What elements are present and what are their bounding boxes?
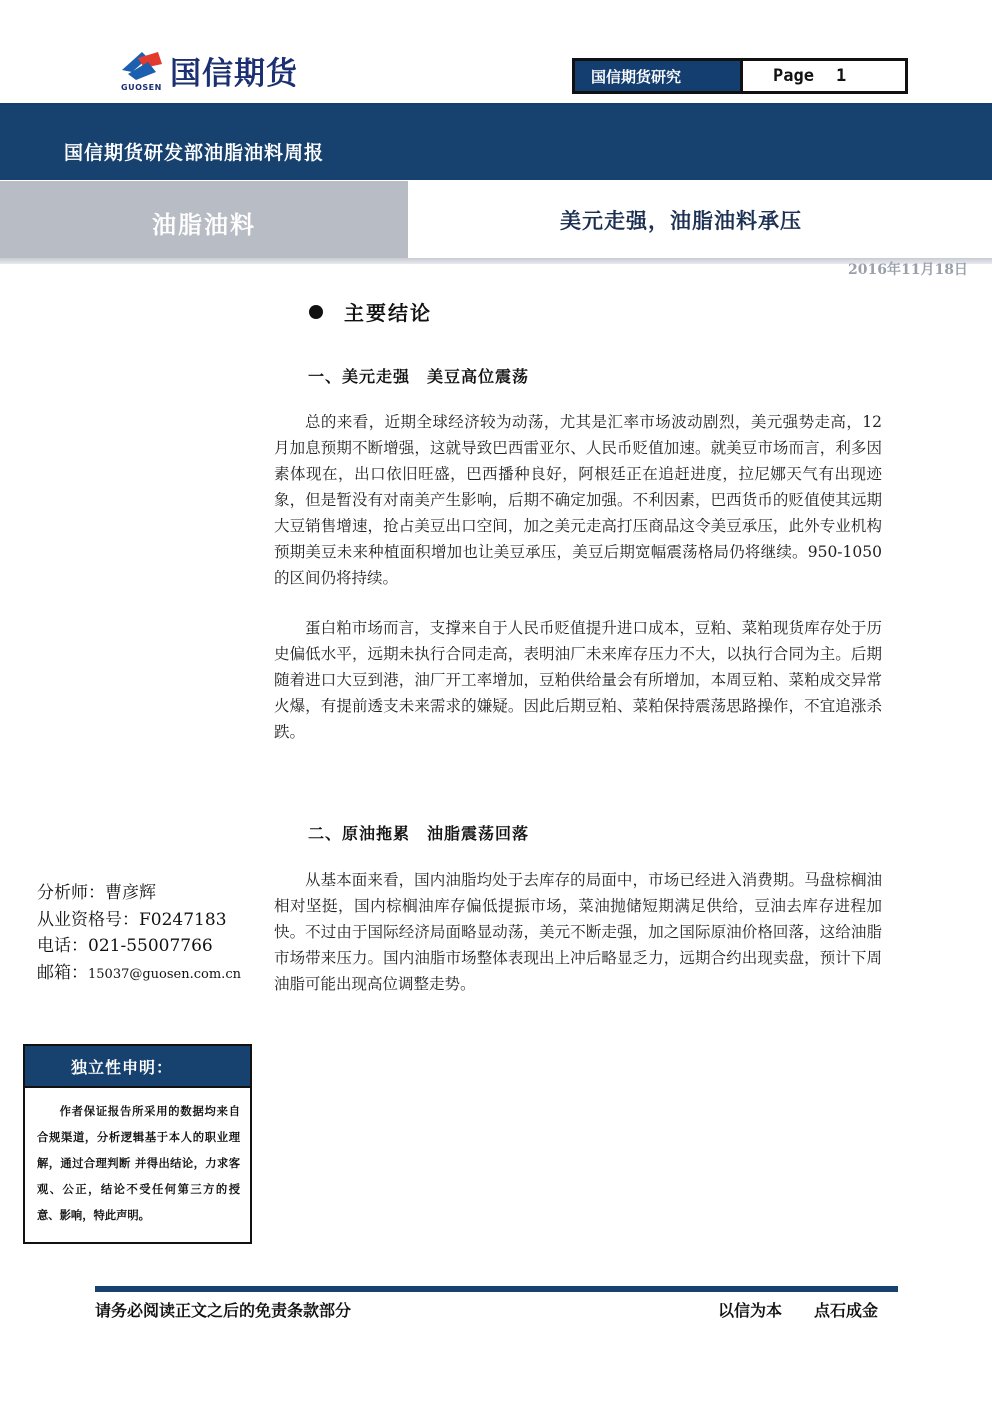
section-heading: 一、美元走强 美豆高位震荡 [308, 367, 530, 386]
brand-name: 国信期货 [170, 56, 298, 92]
guosen-logo-icon [118, 48, 166, 88]
analyst-cert-row [37, 907, 241, 934]
page-indicator [743, 61, 905, 91]
analyst-name: 曹彦辉 [105, 883, 156, 903]
analyst-phone: 021-55007766 [88, 936, 213, 956]
header-page-box [572, 58, 908, 94]
conclusion-heading: 主要结论 [344, 301, 432, 325]
section-heading: 二、原油拖累 油脂震荡回落 [308, 824, 530, 843]
page-number: 1 [835, 66, 847, 86]
analyst-cert-label: 从业资格号： [37, 909, 139, 930]
paragraph: 蛋白粕市场而言，支撑来自于人民币贬值提升进口成本，豆粕、菜粕现货库存处于历史偏低水平，远期未执行合同走高，表明油厂未来库存压力不大，以执行合同为主。后期随着进口大豆到港，油厂开工率增加，豆粕供给量会有所增加，本周豆粕、菜粕成交异常火爆，有提前透支未来需求的嫌疑。因此后期豆粕、菜粕保持震荡思路操作，不宜追涨杀跌。 [274, 619, 882, 741]
analyst-info [37, 880, 241, 988]
report-title: 国信期货研发部油脂油料周报 [64, 142, 325, 164]
independence-heading: 独立性申明： [25, 1046, 250, 1088]
analyst-email: 15037@guosen.com.cn [88, 966, 241, 982]
analyst-phone-row [37, 933, 241, 960]
bullet-icon [309, 305, 323, 319]
analyst-name-label: 分析师： [37, 883, 105, 903]
research-label: 国信期货研究 [575, 61, 743, 91]
paragraph: 从基本面来看，国内油脂均处于去库存的局面中，市场已经进入消费期。马盘棕榈油相对坚挺，国内棕榈油库存偏低提振市场，菜油抛储短期满足供给，豆油去库存进程加快。不过由于国际经济局面略显动荡，美元不断走强，加之国际原油价格回落，这给油脂市场带来压力。国内油脂市场整体表现出上冲后略显乏力，远期合约出现卖盘，预计下周油脂可能出现高位调整走势。 [274, 871, 882, 993]
analyst-email-row [37, 960, 241, 989]
independence-box [23, 1044, 252, 1244]
independence-text: 作者保证报告所采用的数据均来自合规渠道，分析逻辑基于本人的职业理解，通过合理判断 并得出结论，力求客观、公正，结论不受任何第三方的授意、影响，特此声明。 [37, 1104, 240, 1222]
report-date: 2016年11月18日 [848, 262, 968, 278]
analyst-email-label: 邮箱： [37, 962, 88, 983]
category-title: 油脂油料 [152, 210, 256, 239]
paragraph: 总的来看，近期全球经济较为动荡，尤其是汇率市场波动剧烈，美元强势走高，12 月加息预期不断增强，这就导致巴西雷亚尔、人民币贬值加速。就美豆市场而言，利多因素体现在，出口依旧旺盛，巴西播种良好，阿根廷正在追赶进度，拉尼娜天气有出现迹象，但是暂没有对南美产生影响，后期不确定加强。不利因素，巴西货币的贬值使其远期大豆销售增速，抢占美豆出口空间，加之美元走高打压商品这令美豆承压，此外专业机构预期美豆未来种植面积增加也让美豆承压，美豆后期宽幅震荡格局仍将继续。950-1050 的区间仍将持续。 [274, 413, 882, 587]
footer-slogan: 以信为本 点石成金 [718, 1301, 879, 1320]
headline: 美元走强，油脂油料承压 [560, 208, 802, 233]
footer-rule [95, 1286, 898, 1292]
analyst-name-row [37, 880, 241, 907]
page-label: Page [773, 66, 814, 86]
grey-divider [0, 258, 992, 264]
brand-sub: GUOSEN [121, 83, 162, 92]
footer-disclaimer-note: 请务必阅读正文之后的免责条款部分 [95, 1301, 352, 1320]
analyst-cert: F0247183 [139, 909, 227, 930]
analyst-phone-label: 电话： [37, 936, 88, 956]
